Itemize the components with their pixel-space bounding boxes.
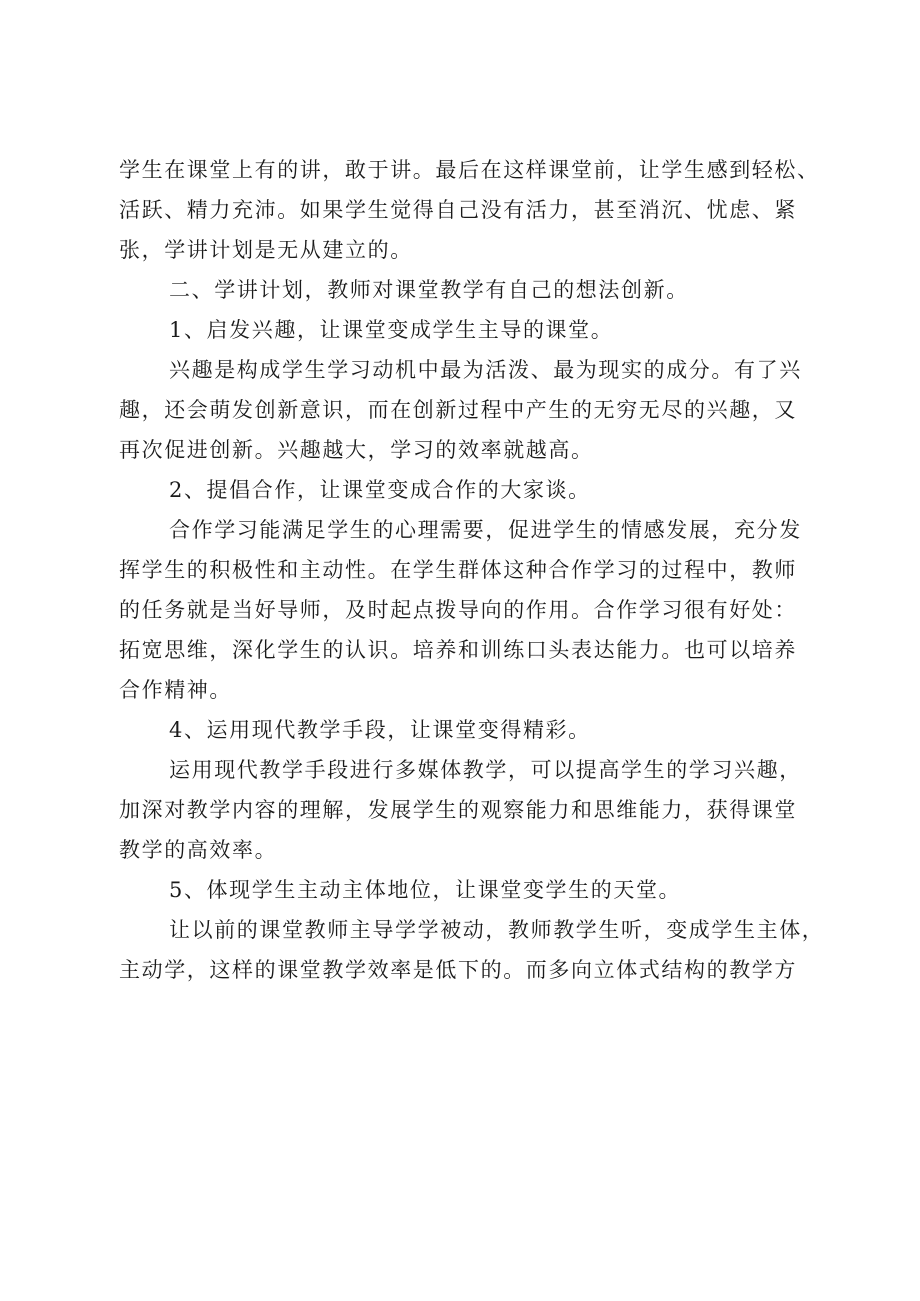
text-line: 兴趣是构成学生学习动机中最为活泼、最为现实的成分。有了兴	[169, 358, 802, 382]
text-line: 再次促进创新。兴趣越大，学习的效率就越高。	[119, 438, 594, 462]
text-line: 拓宽思维，深化学生的认识。培养和训练口头表达能力。也可以培养	[119, 638, 797, 662]
text-line: 学生在课堂上有的讲，敢于讲。最后在这样课堂前，让学生感到轻松、	[119, 158, 820, 182]
text-line: 挥学生的积极性和主动性。在学生群体这种合作学习的过程中，教师	[119, 558, 797, 582]
text-line: 主动学，这样的课堂教学效率是低下的。而多向立体式结构的教学方	[119, 958, 797, 982]
text-line: 合作精神。	[119, 678, 232, 702]
text-line: 活跃、精力充沛。如果学生觉得自己没有活力，甚至消沉、忧虑、紧	[119, 198, 797, 222]
text-line: 教学的高效率。	[119, 838, 278, 862]
subsection-heading: 1、启发兴趣，让课堂变成学生主导的课堂。	[169, 318, 614, 342]
text-line: 合作学习能满足学生的心理需要，促进学生的情感发展，充分发	[169, 518, 802, 542]
text-line: 的任务就是当好导师，及时起点拨导向的作用。合作学习很有好处：	[119, 598, 797, 622]
subsection-heading: 2、提倡合作，让课堂变成合作的大家谈。	[169, 478, 591, 502]
text-line: 趣，还会萌发创新意识，而在创新过程中产生的无穷无尽的兴趣，又	[119, 398, 797, 422]
subsection-heading: 4、运用现代教学手段，让课堂变得精彩。	[169, 718, 591, 742]
section-heading: 二、学讲计划，教师对课堂教学有自己的想法创新。	[169, 278, 689, 302]
subsection-heading: 5、体现学生主动主体地位，让课堂变学生的天堂。	[169, 878, 682, 902]
text-line: 张，学讲计划是无从建立的。	[119, 238, 413, 262]
text-line: 运用现代教学手段进行多媒体教学，可以提高学生的学习兴趣，	[169, 758, 802, 782]
text-line: 让以前的课堂教师主导学学被动，教师教学生听，变成学生主体，	[169, 918, 825, 942]
document-body	[119, 150, 824, 990]
text-line: 加深对教学内容的理解，发展学生的观察能力和思维能力，获得课堂	[119, 798, 797, 822]
